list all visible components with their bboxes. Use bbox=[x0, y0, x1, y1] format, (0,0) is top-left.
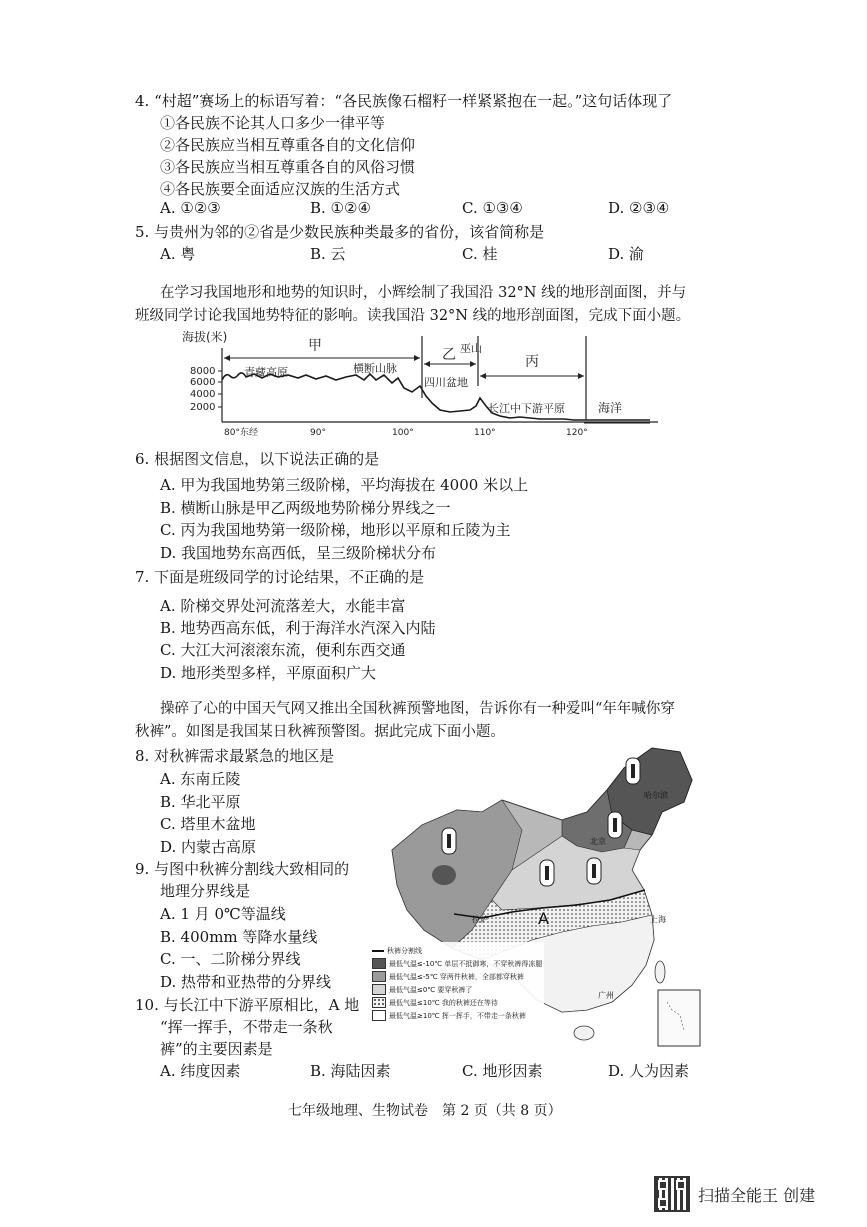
xtick-110: 110° bbox=[474, 428, 496, 438]
legend-item: 最低气温≤-5℃ 穿两件秋裤，全部都穿秋裤 bbox=[372, 970, 542, 983]
region-a-label: A bbox=[538, 909, 549, 928]
xtick-120: 120° bbox=[566, 428, 588, 438]
label-wushan: 巫山 bbox=[460, 342, 482, 355]
q6-option-b: B. 横断山脉是甲乙两级地势阶梯分界线之一 bbox=[160, 499, 451, 517]
q9-option-b: B. 400mm 等降水量线 bbox=[160, 928, 318, 946]
label-qingzang: 青藏高原 bbox=[244, 366, 288, 379]
legend-item: 最低气温≥10℃ 挥一挥手，不带走一条秋裤 bbox=[372, 1009, 542, 1022]
q5-stem: 5. 与贵州为邻的②省是少数民族种类最多的省份，该省简称是 bbox=[135, 223, 545, 241]
q7-stem: 7. 下面是班级同学的讨论结果，不正确的是 bbox=[135, 568, 425, 586]
passage1-line1: 在学习我国地形和地势的知识时，小辉绘制了我国沿 32°N 线的地形剖面图，并与 bbox=[160, 285, 687, 301]
label-sichuan: 四川盆地 bbox=[424, 376, 468, 389]
city-beijing: 北京 bbox=[590, 837, 606, 846]
q4-option-b: B. ①②④ bbox=[310, 199, 371, 217]
profile-ylabel: 海拔(米) bbox=[182, 330, 228, 344]
q5-option-b: B. 云 bbox=[310, 245, 346, 263]
legend-item: 最低气温≤0℃ 要穿秋裤了 bbox=[372, 983, 542, 996]
xtick-90: 90° bbox=[310, 428, 326, 438]
q9-option-a: A. 1 月 0℃等温线 bbox=[160, 905, 286, 923]
label-haiyang: 海洋 bbox=[598, 401, 623, 415]
q8-option-a: A. 东南丘陵 bbox=[160, 770, 241, 788]
q8-option-c: C. 塔里木盆地 bbox=[160, 815, 256, 833]
label-changjiang: 长江中下游平原 bbox=[488, 402, 565, 415]
q4-item-2: ②各民族应当相互尊重各自的文化信仰 bbox=[160, 136, 416, 154]
q4-option-a: A. ①②③ bbox=[160, 199, 221, 217]
ytick-8000: 8000 bbox=[190, 366, 216, 377]
passage1-line2: 班级同学讨论我国地势特征的影响。读我国沿 32°N 线的地形剖面图，完成下面小题。 bbox=[135, 308, 691, 324]
q4-option-d: D. ②③④ bbox=[608, 199, 670, 217]
xtick-100: 100° bbox=[392, 428, 414, 438]
map-legend bbox=[370, 942, 544, 1024]
q10-stem-line2: “挥一挥手，不带走一条秋 bbox=[160, 1018, 333, 1036]
q7-option-b: B. 地势西高东低，利于海洋水汽深入内陆 bbox=[160, 619, 436, 637]
q7-option-c: C. 大江大河滚滚东流，便利东西交通 bbox=[160, 641, 406, 659]
xtick-80: 80°东经 bbox=[224, 428, 258, 438]
label-bing: 丙 bbox=[525, 354, 539, 370]
thermometer-icon bbox=[587, 858, 601, 884]
legend-item: 秋裤分割线 bbox=[372, 944, 542, 957]
ytick-2000: 2000 bbox=[190, 402, 216, 413]
q9-stem-line2: 地理分界线是 bbox=[160, 882, 251, 900]
label-yi: 乙 bbox=[442, 347, 456, 363]
q8-option-d: D. 内蒙古高原 bbox=[160, 838, 257, 856]
city-lasa: 拉萨 bbox=[472, 915, 488, 924]
q10-stem-line1: 10. 与长江中下游平原相比，A 地 bbox=[135, 996, 360, 1014]
q6-option-a: A. 甲为我国地势第三级阶梯，平均海拔在 4000 米以上 bbox=[160, 476, 529, 494]
q10-option-d: D. 人为因素 bbox=[608, 1062, 690, 1080]
q5-option-a: A. 粤 bbox=[160, 245, 196, 263]
scanner-watermark: 扫描全能王 创建 bbox=[698, 1186, 816, 1205]
q6-stem: 6. 根据图文信息，以下说法正确的是 bbox=[135, 450, 380, 468]
thermometer-icon bbox=[540, 860, 554, 886]
q5-option-c: C. 桂 bbox=[462, 245, 498, 263]
q9-option-d: D. 热带和亚热带的分界线 bbox=[160, 973, 332, 991]
qr-code-icon bbox=[654, 1176, 690, 1212]
q10-option-b: B. 海陆因素 bbox=[310, 1062, 391, 1080]
page-footer: 七年级地理、生物试卷 第 2 页（共 8 页） bbox=[288, 1103, 562, 1119]
q7-option-d: D. 地形类型多样，平原面积广大 bbox=[160, 664, 377, 682]
passage2-line2: 秋裤”。如图是我国某日秋裤预警图。据此完成下面小题。 bbox=[135, 724, 505, 740]
city-harbin: 哈尔滨 bbox=[644, 791, 668, 800]
q4-item-3: ③各民族应当相互尊重各自的风俗习惯 bbox=[160, 158, 416, 176]
q6-option-d: D. 我国地势东高西低，呈三级阶梯状分布 bbox=[160, 544, 437, 562]
city-shanghai: 上海 bbox=[650, 915, 666, 924]
ytick-6000: 6000 bbox=[190, 377, 216, 388]
q4-item-4: ④各民族要全面适应汉族的生活方式 bbox=[160, 180, 401, 198]
q5-option-d: D. 渝 bbox=[608, 245, 645, 263]
q10-option-a: A. 纬度因素 bbox=[160, 1062, 241, 1080]
passage2-line1: 操碎了心的中国天气网又推出全国秋裤预警地图，告诉你有一种爱叫“年年喊你穿 bbox=[160, 701, 675, 717]
city-guangzhou: 广州 bbox=[598, 991, 614, 1000]
thermometer-icon bbox=[442, 828, 456, 854]
q4-option-c: C. ①③④ bbox=[462, 199, 523, 217]
legend-item: 最低气温≤-10℃ 单层不抵御寒，不穿秋裤得冻腿 bbox=[372, 957, 542, 970]
q9-stem-line1: 9. 与图中秋裤分割线大致相同的 bbox=[135, 860, 350, 878]
thermometer-icon bbox=[608, 812, 622, 838]
terrain-profile-figure bbox=[180, 328, 660, 440]
q7-option-a: A. 阶梯交界处河流落差大，水能丰富 bbox=[160, 597, 406, 615]
q6-option-c: C. 丙为我国地势第一级阶梯，地形以平原和丘陵为主 bbox=[160, 521, 511, 539]
q8-stem: 8. 对秋裤需求最紧急的地区是 bbox=[135, 747, 335, 765]
south-china-sea-inset bbox=[658, 990, 700, 1046]
ytick-4000: 4000 bbox=[190, 389, 216, 400]
q8-option-b: B. 华北平原 bbox=[160, 793, 241, 811]
q10-option-c: C. 地形因素 bbox=[462, 1062, 543, 1080]
q4-item-1: ①各民族不论其人口多少一律平等 bbox=[160, 114, 386, 132]
legend-item: 最低气温≤10℃ 我的秋裤还在等待 bbox=[372, 996, 542, 1009]
thermometer-icon bbox=[626, 758, 640, 784]
q9-option-c: C. 一、二阶梯分界线 bbox=[160, 950, 301, 968]
q10-stem-line3: 裤”的主要因素是 bbox=[160, 1040, 273, 1058]
label-jia: 甲 bbox=[308, 338, 322, 354]
q4-stem: 4. “村超”赛场上的标语写着：“各民族像石榴籽一样紧紧抱在一起。”这句话体现了 bbox=[135, 92, 673, 110]
label-hengduan: 横断山脉 bbox=[353, 362, 397, 375]
